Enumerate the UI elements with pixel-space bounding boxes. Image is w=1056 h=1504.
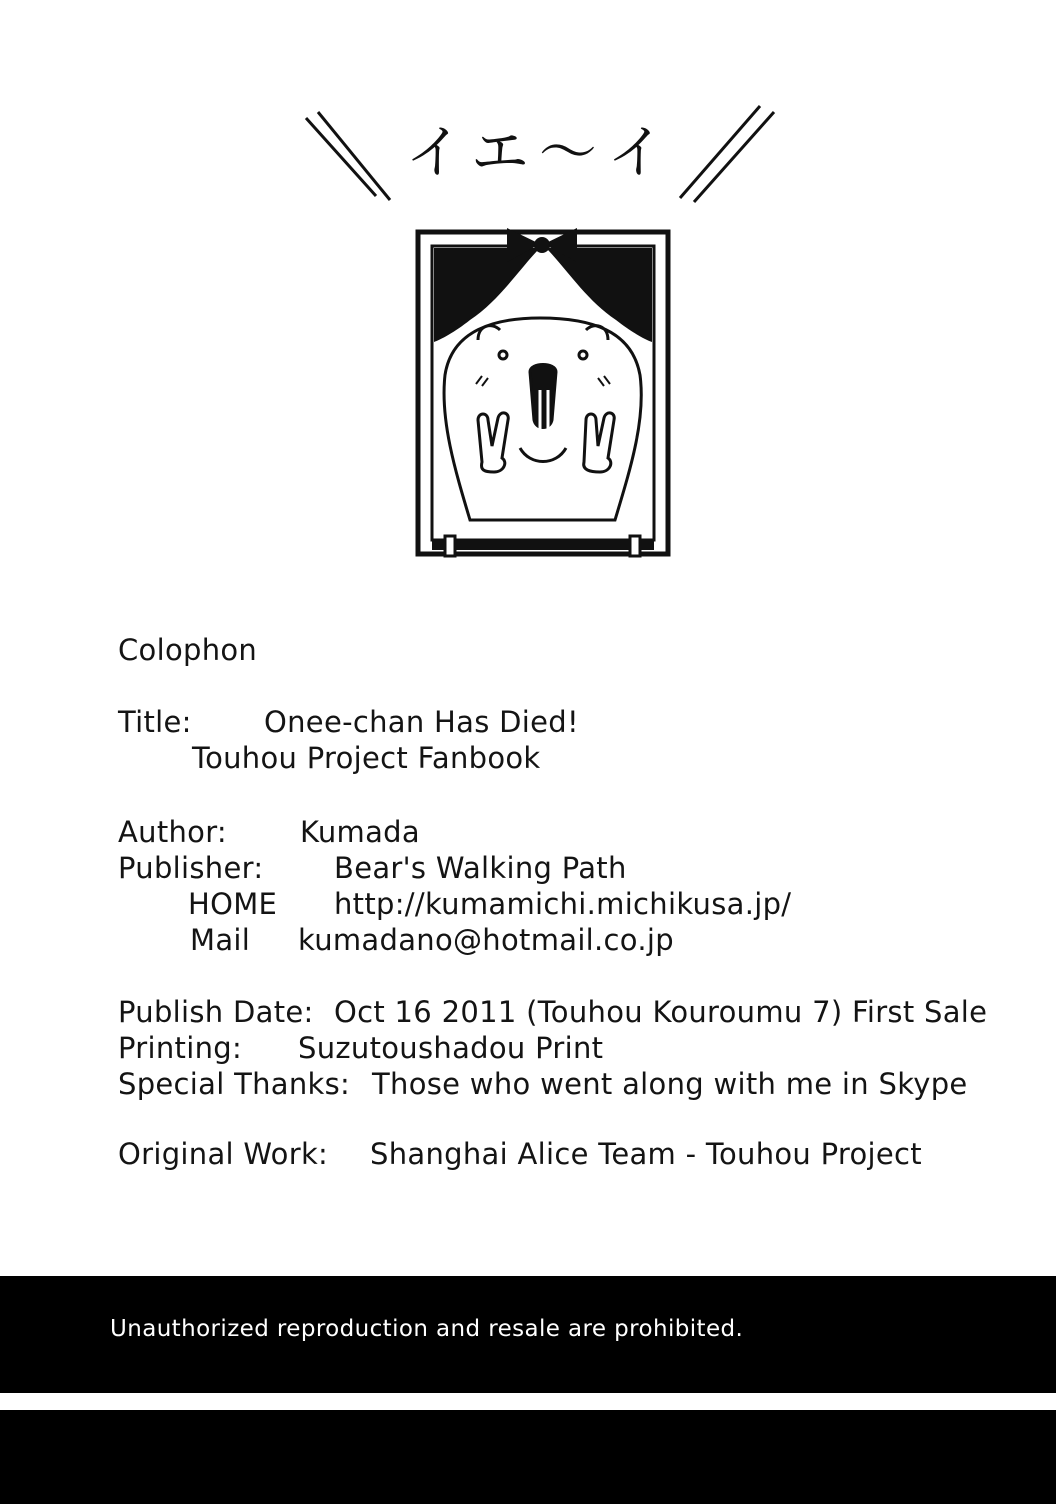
colophon-heading: Colophon [118, 633, 258, 667]
title-value-line1: Onee-chan Has Died! [264, 705, 579, 739]
home-url: http://kumamichi.michikusa.jp/ [334, 887, 792, 921]
home-label: HOME [188, 887, 278, 921]
framed-character-illustration [0, 0, 1056, 600]
publisher-value: Bear's Walking Path [334, 851, 627, 885]
printing-value: Suzutoushadou Print [298, 1031, 604, 1065]
printing-label: Printing: [118, 1031, 243, 1065]
reproduction-notice: Unauthorized reproduction and resale are prohibited. [110, 1316, 744, 1342]
footer-bottom-band [0, 1410, 1056, 1504]
original-work-label: Original Work: [118, 1137, 329, 1171]
character-face [444, 318, 641, 520]
mail-address: kumadano@hotmail.co.jp [298, 923, 674, 957]
author-value: Kumada [300, 815, 420, 849]
publish-date-label: Publish Date: [118, 995, 314, 1029]
cheer-lines-left [306, 112, 390, 200]
title-value-line2: Touhou Project Fanbook [192, 741, 541, 775]
footer-notice-band [0, 1276, 1056, 1393]
title-label: Title: [118, 705, 192, 739]
author-label: Author: [118, 815, 227, 849]
banner-text: イエ〜イ [405, 118, 675, 186]
mail-label: Mail [190, 923, 251, 957]
publish-date-value: Oct 16 2011 (Touhou Kouroumu 7) First Sale [334, 995, 988, 1029]
original-work-value: Shanghai Alice Team - Touhou Project [370, 1137, 922, 1171]
special-thanks-label: Special Thanks: [118, 1067, 351, 1101]
special-thanks-value: Those who went along with me in Skype [372, 1067, 968, 1101]
cheer-lines-right [680, 106, 774, 202]
publisher-label: Publisher: [118, 851, 264, 885]
